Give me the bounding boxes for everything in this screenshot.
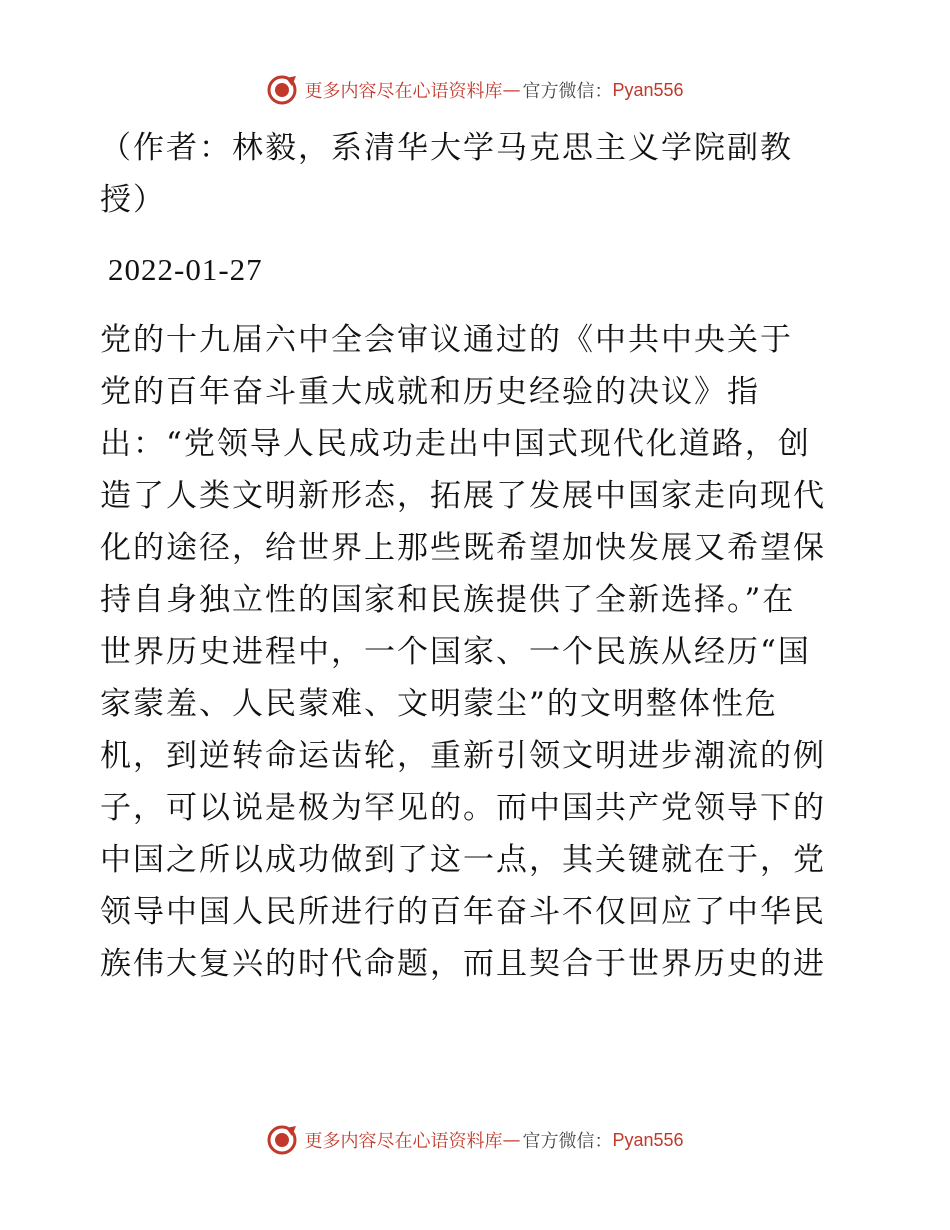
banner-dash: —	[502, 79, 521, 101]
paragraph-line: 出：“党领导人民成功走出中国式现代化道路，创	[100, 426, 811, 462]
publish-date: 2022-01-27	[108, 252, 263, 287]
paragraph-line: 党的十九届六中全会审议通过的《中共中央关于	[100, 322, 793, 358]
paragraph-line: 族伟大复兴的时代命题，而且契合于世界历史的进	[100, 946, 826, 982]
paragraph-line: 中国之所以成功做到了这一点，其关键就在于，党	[100, 842, 826, 878]
spacer	[100, 296, 850, 314]
author-line: （作者：林毅，系清华大学马克思主义学院副教	[100, 130, 793, 166]
header-watermark-banner	[0, 72, 950, 108]
pen-logo-icon	[266, 74, 298, 106]
paragraph-line: 化的途径，给世界上那些既希望加快发展又希望保	[100, 530, 826, 566]
paragraph-line: 世界历史进程中，一个国家、一个民族从经历“国	[100, 634, 811, 670]
paragraph-line: 持自身独立性的国家和民族提供了全新选择。”在	[100, 582, 796, 618]
banner-wechat-label: 官方微信：	[522, 81, 613, 102]
banner-main-text: 更多内容尽在心语资料库	[304, 1131, 503, 1152]
banner-wechat-id: Pyan556	[612, 1129, 684, 1150]
author-line: 授）	[100, 182, 166, 218]
banner-dash: —	[502, 1129, 521, 1151]
document-body	[100, 122, 850, 990]
banner-wechat-id: Pyan556	[612, 79, 684, 100]
paragraph-line: 机，到逆转命运齿轮，重新引领文明进步潮流的例	[100, 738, 826, 774]
paragraph-line: 领导中国人民所进行的百年奋斗不仅回应了中华民	[100, 894, 826, 930]
footer-watermark-banner	[0, 1122, 950, 1158]
paragraph-line: 造了人类文明新形态，拓展了发展中国家走向现代	[100, 478, 826, 514]
banner-wechat-label: 官方微信：	[522, 1131, 613, 1152]
pen-logo-icon	[266, 1124, 298, 1156]
paragraph-line: 家蒙羞、人民蒙难、文明蒙尘”的文明整体性危	[100, 686, 778, 722]
paragraph-line: 子，可以说是极为罕见的。而中国共产党领导下的	[100, 790, 826, 826]
spacer	[100, 226, 850, 244]
banner-main-text: 更多内容尽在心语资料库	[304, 81, 503, 102]
paragraph-line: 党的百年奋斗重大成就和历史经验的决议》指	[100, 374, 760, 410]
